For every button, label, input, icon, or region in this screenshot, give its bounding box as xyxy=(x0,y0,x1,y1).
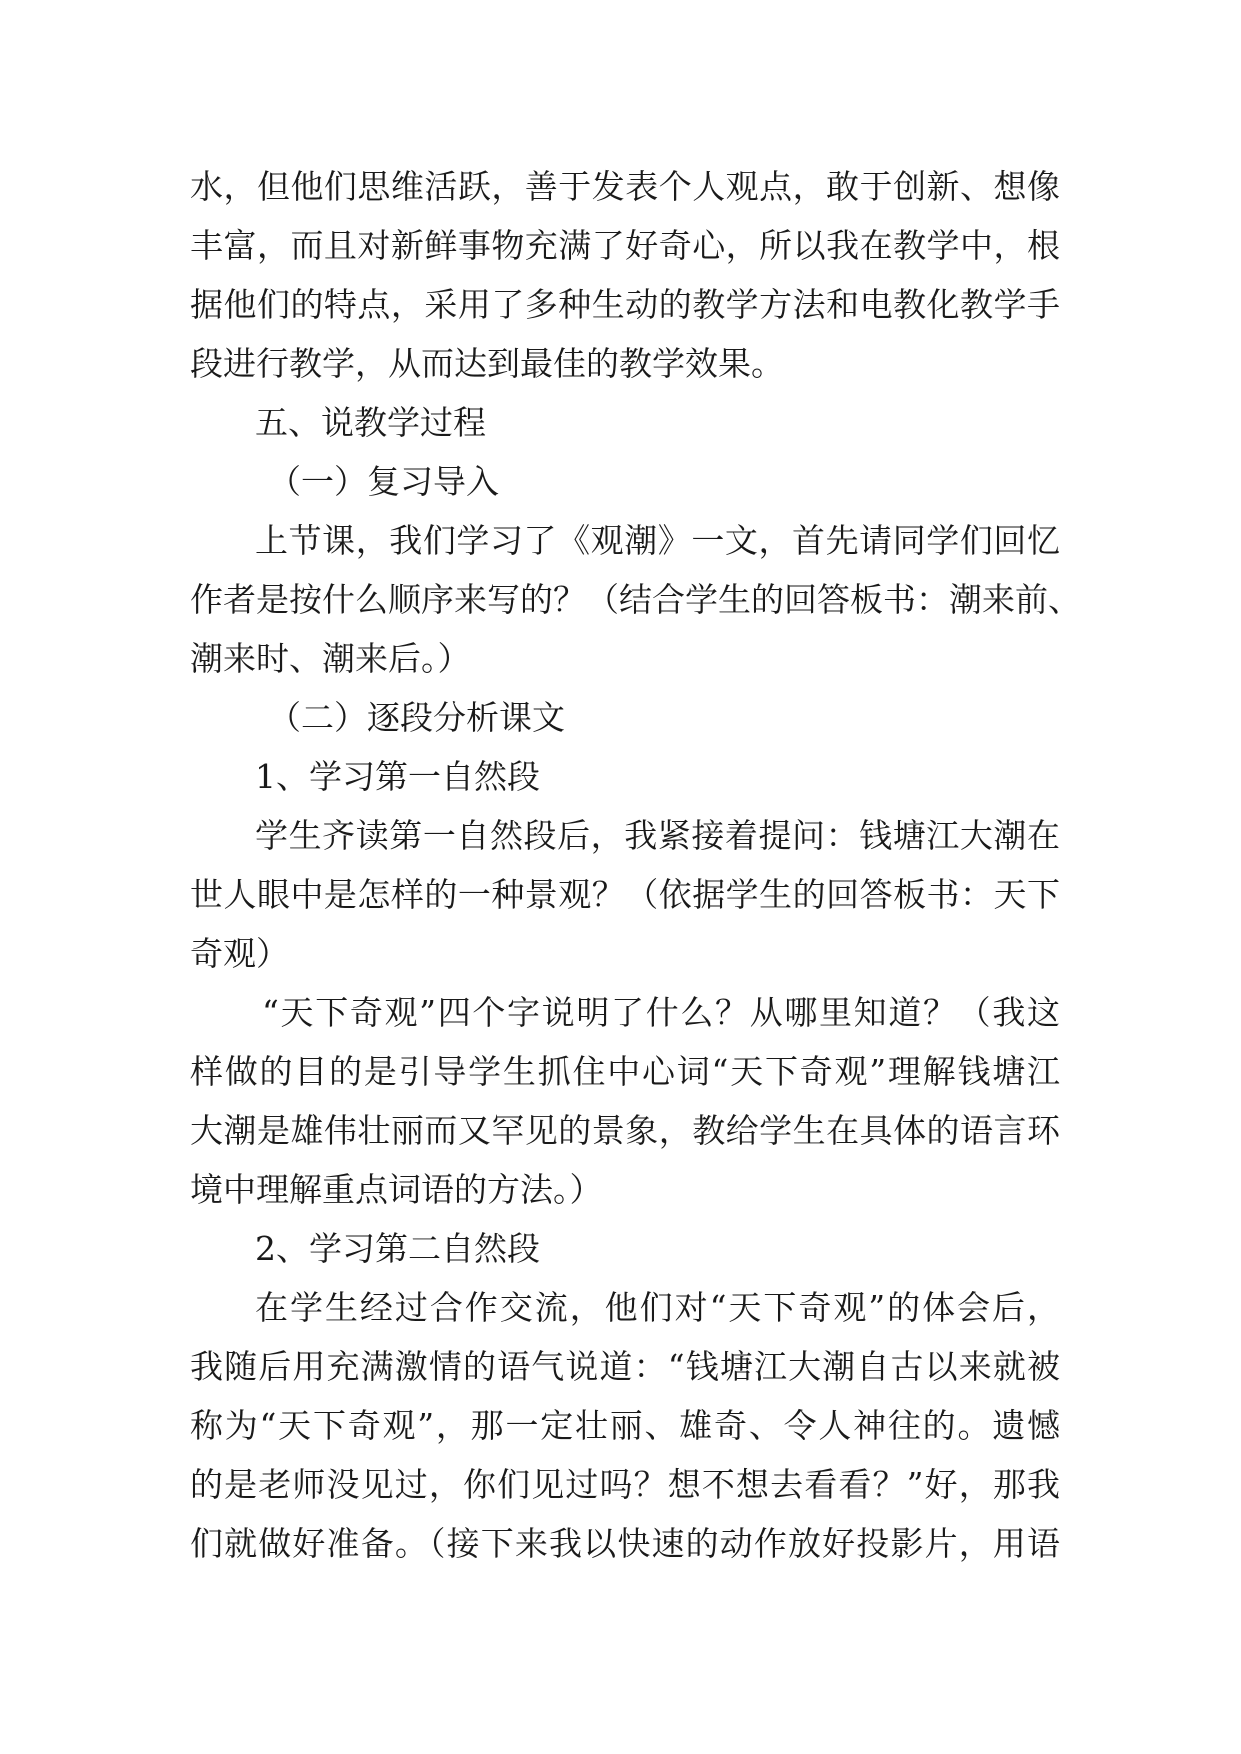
section-heading: 五、说教学过程 xyxy=(255,403,486,442)
paragraph-line: 的是老师没见过，你们见过吗？想不想去看看？”好，那我 xyxy=(190,1465,1060,1504)
paragraph-line: 丰富，而且对新鲜事物充满了好奇心，所以我在教学中，根 xyxy=(190,226,1060,265)
paragraph-line: 上节课，我们学习了《观潮》一文，首先请同学们回忆 xyxy=(255,521,1060,560)
paragraph-line: 大潮是雄伟壮丽而又罕见的景象，教给学生在具体的语言环 xyxy=(190,1111,1060,1150)
paragraph-line: 样做的目的是引导学生抓住中心词“天下奇观”理解钱塘江 xyxy=(190,1052,1060,1091)
paragraph-line: 段进行教学，从而达到最佳的教学效果。 xyxy=(190,344,784,383)
step-heading: 1、学习第一自然段 xyxy=(255,757,540,796)
paragraph-line: 据他们的特点，采用了多种生动的教学方法和电教化教学手 xyxy=(190,285,1060,324)
step-heading: 2、学习第二自然段 xyxy=(255,1229,540,1268)
paragraph-line: 作者是按什么顺序来写的？（结合学生的回答板书：潮来前、 xyxy=(190,580,1081,619)
paragraph-line: 水，但他们思维活跃，善于发表个人观点，敢于创新、想像 xyxy=(190,167,1060,206)
subsection-heading: （二）逐段分析课文 xyxy=(268,698,565,737)
paragraph-line: 潮来时、潮来后。） xyxy=(190,639,471,678)
paragraph-line: 在学生经过合作交流，他们对“天下奇观”的体会后， xyxy=(255,1288,1060,1327)
paragraph-line: 境中理解重点词语的方法。） xyxy=(190,1170,603,1209)
subsection-heading: （一）复习导入 xyxy=(268,462,499,501)
paragraph-line: 们就做好准备。（接下来我以快速的动作放好投影片，用语 xyxy=(190,1524,1060,1563)
paragraph-line: 学生齐读第一自然段后，我紧接着提问：钱塘江大潮在 xyxy=(255,816,1060,855)
paragraph-line: “天下奇观”四个字说明了什么？从哪里知道？（我这 xyxy=(262,993,1060,1032)
paragraph-line: 称为“天下奇观”，那一定壮丽、雄奇、令人神往的。遗憾 xyxy=(190,1406,1060,1445)
paragraph-line: 我随后用充满激情的语气说道：“钱塘江大潮自古以来就被 xyxy=(190,1347,1060,1386)
paragraph-line: 世人眼中是怎样的一种景观？（依据学生的回答板书：天下 xyxy=(190,875,1060,914)
paragraph-line: 奇观） xyxy=(190,934,289,973)
